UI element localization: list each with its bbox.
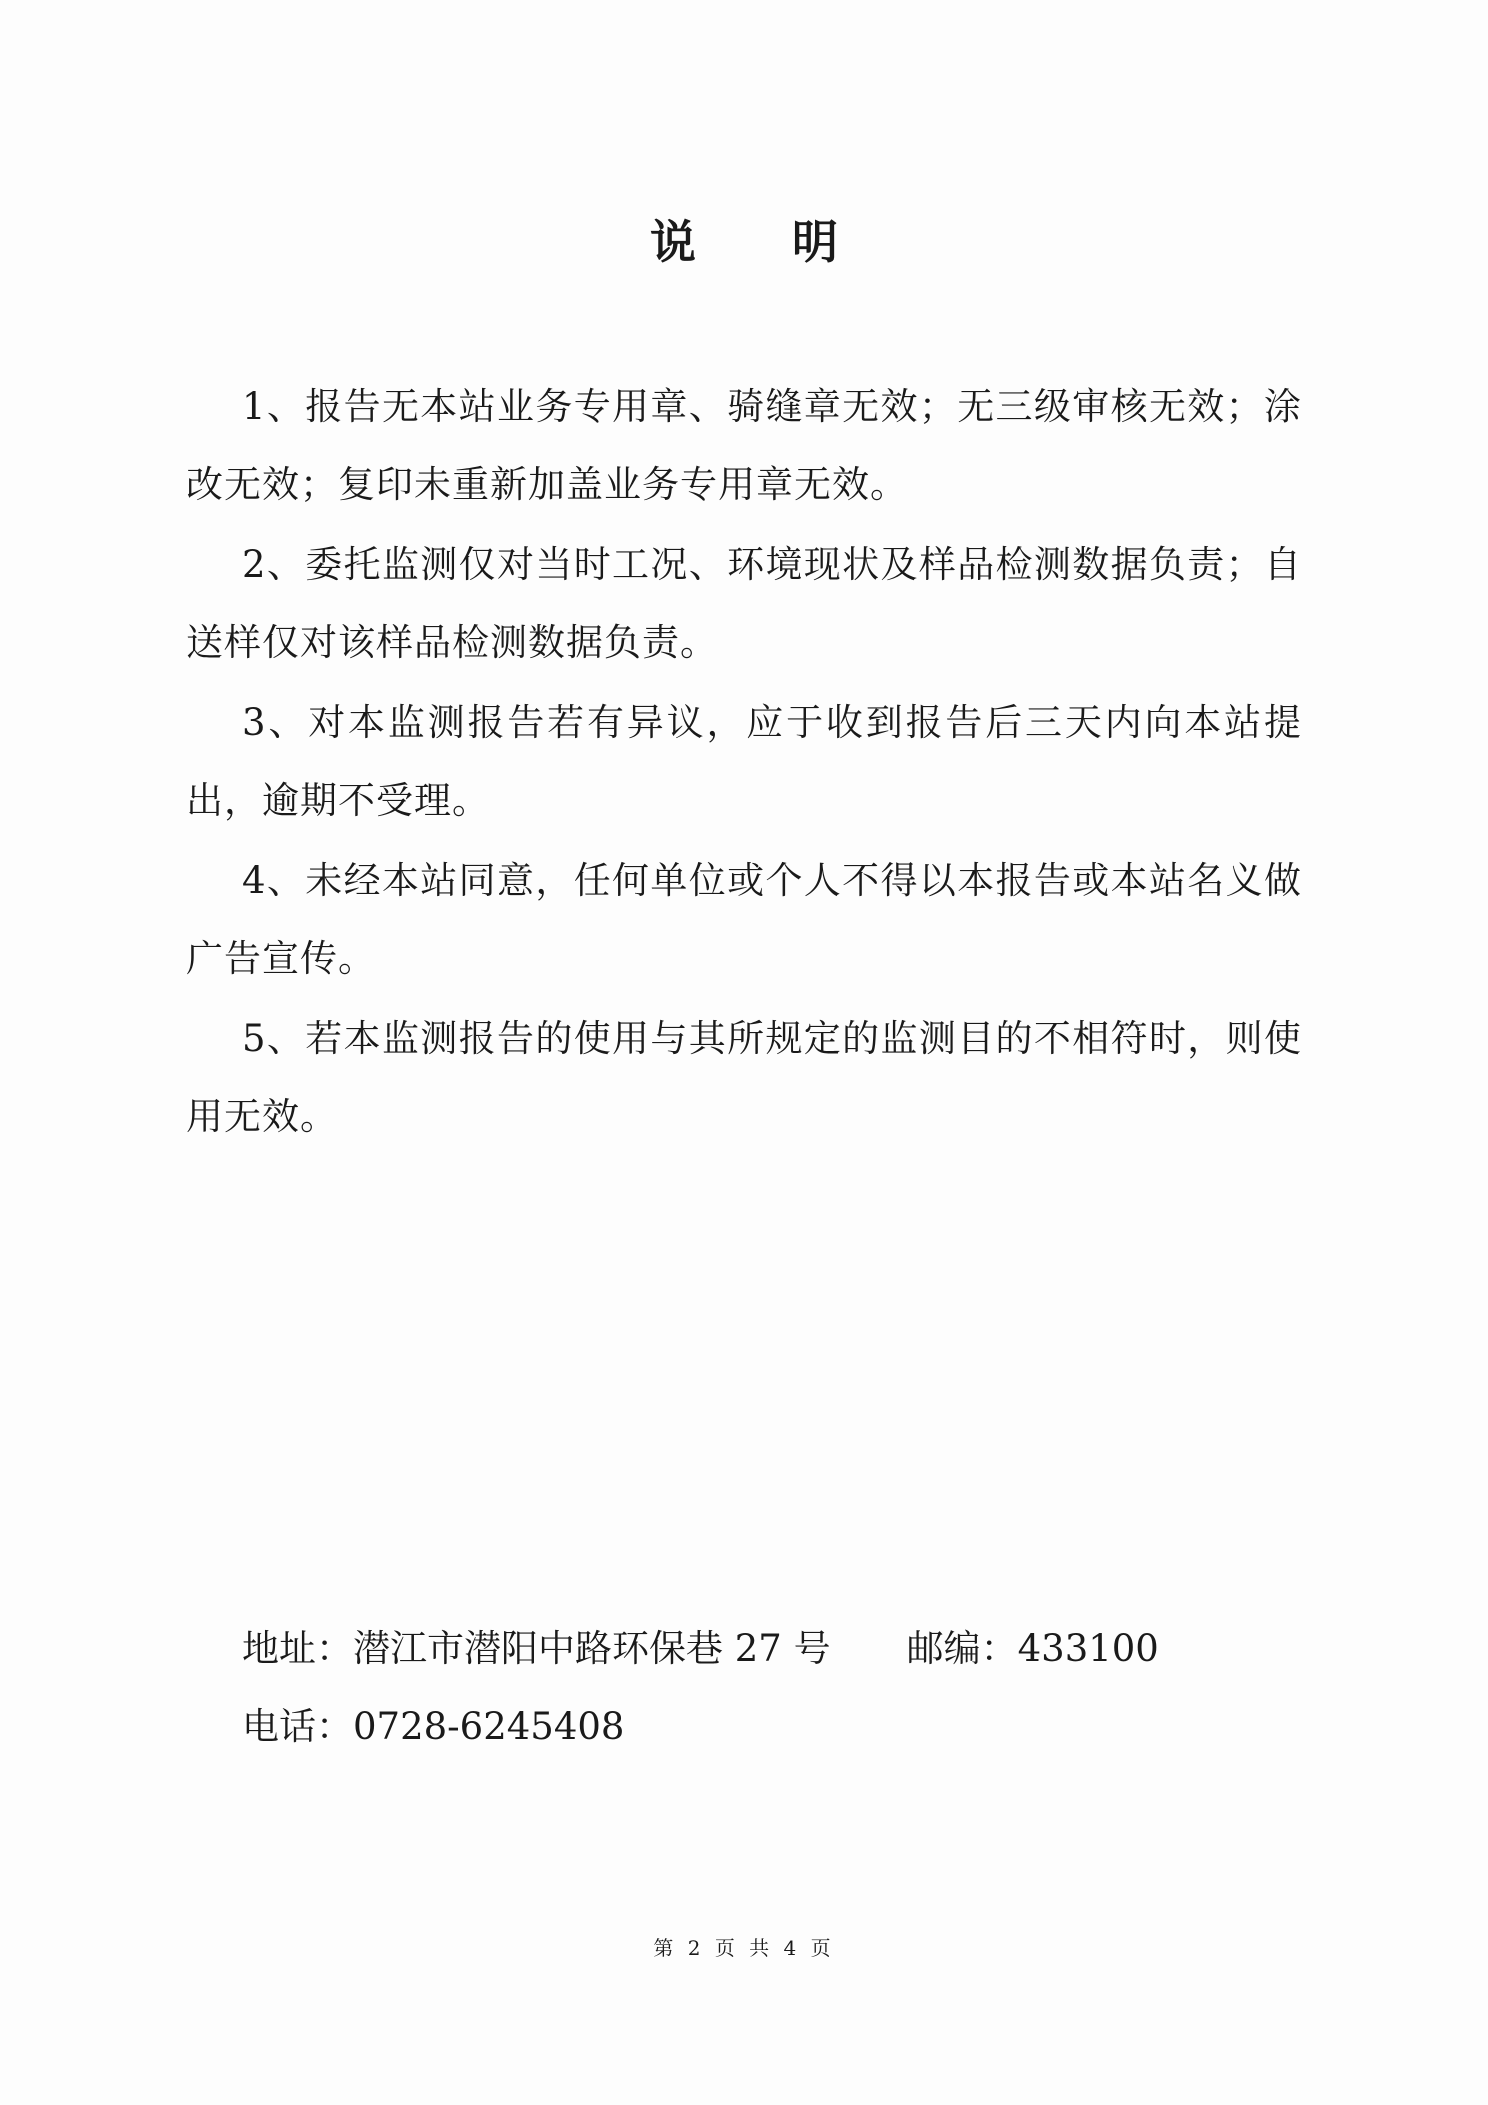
page-number: 第 2 页 共 4 页 (653, 1936, 835, 1960)
address-row (242, 1610, 1342, 1688)
note-item-1: 1、报告无本站业务专用章、骑缝章无效；无三级审核无效；涂改无效；复印未重新加盖业务专用章无效。 (186, 385, 1302, 506)
postcode-value: 433100 (1017, 1627, 1159, 1670)
phone-label: 电话： (242, 1705, 353, 1748)
postcode-label: 邮编： (906, 1627, 1018, 1670)
phone-value: 0728-6245408 (353, 1705, 625, 1748)
page-title: 说 明 (649, 215, 878, 269)
phone-row (242, 1688, 1342, 1766)
note-item-2: 2、委托监测仅对当时工况、环境现状及样品检测数据负责；自送样仅对该样品检测数据负责。 (186, 543, 1302, 664)
note-item-5: 5、若本监测报告的使用与其所规定的监测目的不相符时，则使用无效。 (186, 1017, 1302, 1138)
contact-block (242, 1610, 1342, 1766)
notes-list (186, 368, 1302, 1158)
note-item-4: 4、未经本站同意，任何单位或个人不得以本报告或本站名义做广告宣传。 (186, 859, 1302, 980)
address-value: 潜江市潜阳中路环保巷 27 号 (353, 1627, 831, 1670)
note-item-3: 3、对本监测报告若有异议，应于收到报告后三天内向本站提出，逾期不受理。 (186, 701, 1302, 822)
address-label: 地址： (242, 1627, 353, 1670)
